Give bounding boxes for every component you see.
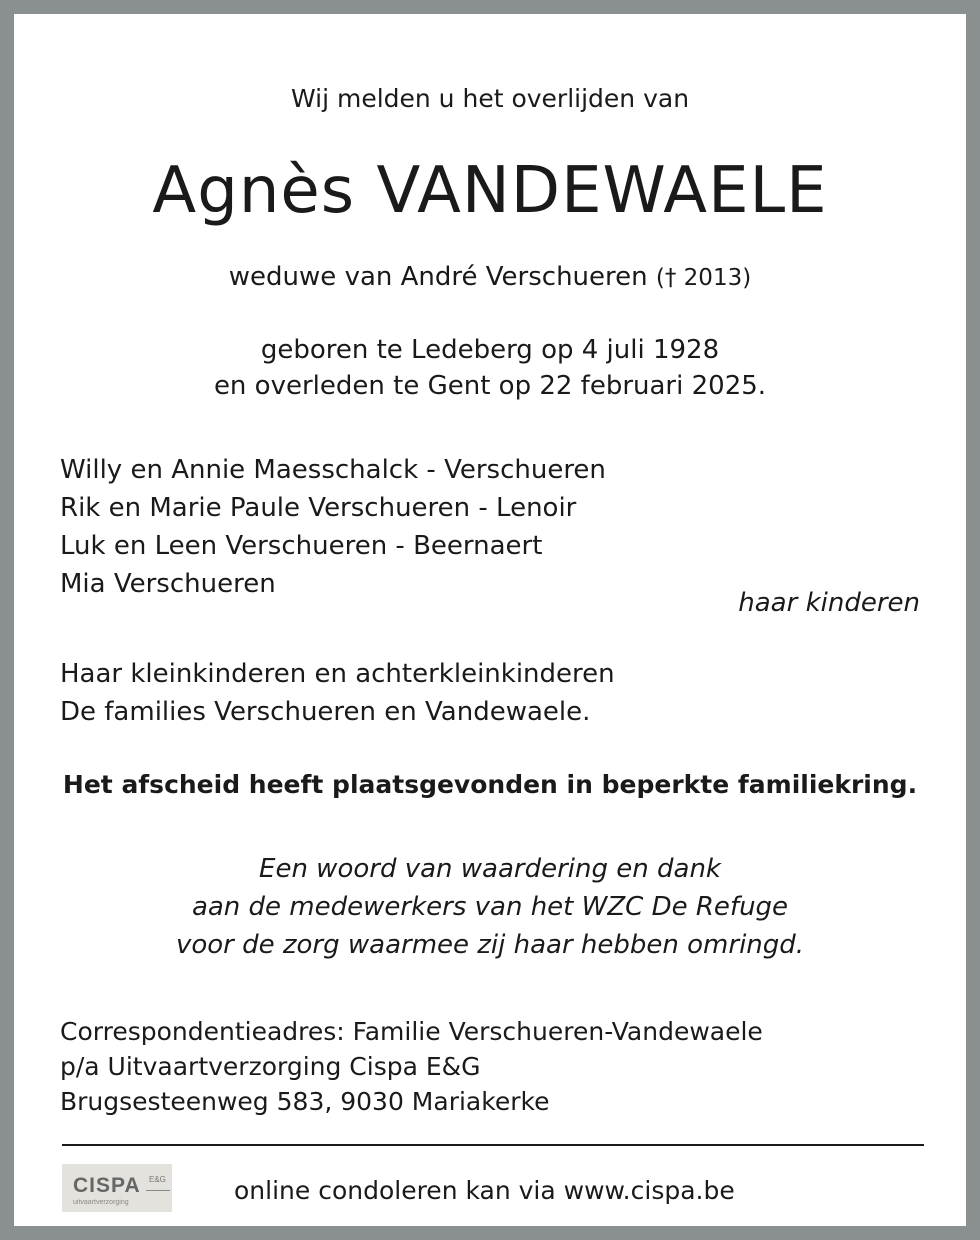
deceased-name: Agnès VANDEWAELE [152,154,828,228]
child-entry: Luk en Leen Verschueren - Beernaert [60,531,543,561]
thanks-line: Een woord van waardering en dank [259,854,721,884]
correspondence-address [60,1014,763,1119]
thanks-line: aan de medewerkers van het WZC De Refuge [191,892,789,922]
cispa-logo [62,1164,172,1212]
address-line: Brugsesteenweg 583, 9030 Mariakerke [60,1087,550,1116]
child-entry: Rik en Marie Paule Verschueren - Lenoir [60,493,577,523]
died-text: en overleden te Gent op 22 februari 2025. [213,371,767,401]
footer-divider [62,1144,924,1146]
born-text: geboren te Ledeberg op 4 juli 1928 [260,335,720,365]
children-list [60,451,606,603]
online-condolence-text: online condoleren kan via www.cispa.be [234,1176,735,1205]
widow-of-text: weduwe van André Verschueren [228,262,648,292]
child-entry: Mia Verschueren [60,569,276,599]
widow-year: († 2013) [655,265,752,291]
death-notice-card [14,14,966,1226]
family-entry: Haar kleinkinderen en achterkleinkinderen [60,659,615,689]
children-label: haar kinderen [738,588,920,618]
logo-eg-mark: E&G [149,1175,166,1184]
address-line: Correspondentieadres: Familie Verschueren-Vandewaele [60,1017,763,1046]
other-family-list [60,655,615,731]
logo-underline [146,1190,170,1191]
thanks-message [14,850,966,964]
life-dates [14,332,966,404]
widow-line [14,262,966,292]
thanks-line: voor de zorg waarmee zij haar hebben omringd. [175,930,805,960]
logo-wordmark: CISPA [73,1174,141,1197]
intro-text: Wij melden u het overlijden van [290,84,690,113]
logo-subtitle: uitvaartverzorging [73,1199,129,1206]
address-line: p/a Uitvaartverzorging Cispa E&G [60,1052,481,1081]
child-entry: Willy en Annie Maesschalck - Verschueren [60,455,606,485]
family-entry: De families Verschueren en Vandewaele. [60,697,591,727]
farewell-notice: Het afscheid heeft plaatsgevonden in beperkte familiekring. [62,770,918,799]
